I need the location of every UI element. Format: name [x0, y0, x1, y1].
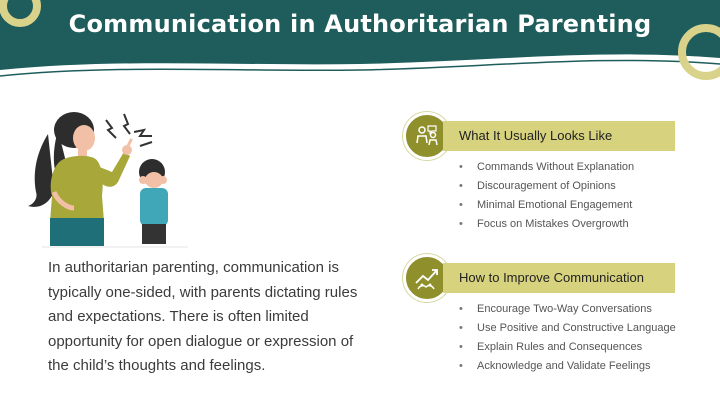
list-item: • Encourage Two-Way Conversations: [459, 300, 676, 319]
list-item: • Focus on Mistakes Overgrowth: [459, 215, 634, 234]
bullet: •: [459, 322, 463, 334]
bullet: •: [459, 341, 463, 353]
list-item: • Acknowledge and Validate Feelings: [459, 357, 676, 376]
parent-scolding-child-illustration: [28, 100, 198, 250]
bullet: •: [459, 303, 463, 315]
bullet: •: [459, 360, 463, 372]
section-header-bar: [443, 121, 675, 151]
section-heading: What It Usually Looks Like: [459, 128, 613, 143]
bullet: •: [459, 161, 463, 173]
bullet: •: [459, 218, 463, 230]
item-list: [459, 300, 676, 376]
list-item: • Commands Without Explanation: [459, 158, 634, 177]
list-item: • Discouragement of Opinions: [459, 177, 634, 196]
bullet: •: [459, 180, 463, 192]
list-item: • Minimal Emotional Engagement: [459, 196, 634, 215]
list-item: • Use Positive and Constructive Language: [459, 319, 676, 338]
header-banner: [0, 0, 720, 80]
item-list: [459, 158, 634, 234]
section-heading: How to Improve Communication: [459, 270, 644, 285]
section-header-bar: [443, 263, 675, 293]
page-title: Communication in Authoritarian Parenting: [68, 10, 652, 38]
description-paragraph: In authoritarian parenting, communication is typically one-sided, with parents dictating rules and expectations. There is often limited opportunity for open dialogue or expression of the child’s thoughts and feelings.: [48, 259, 358, 375]
list-item: • Explain Rules and Consequences: [459, 338, 676, 357]
bullet: •: [459, 199, 463, 211]
